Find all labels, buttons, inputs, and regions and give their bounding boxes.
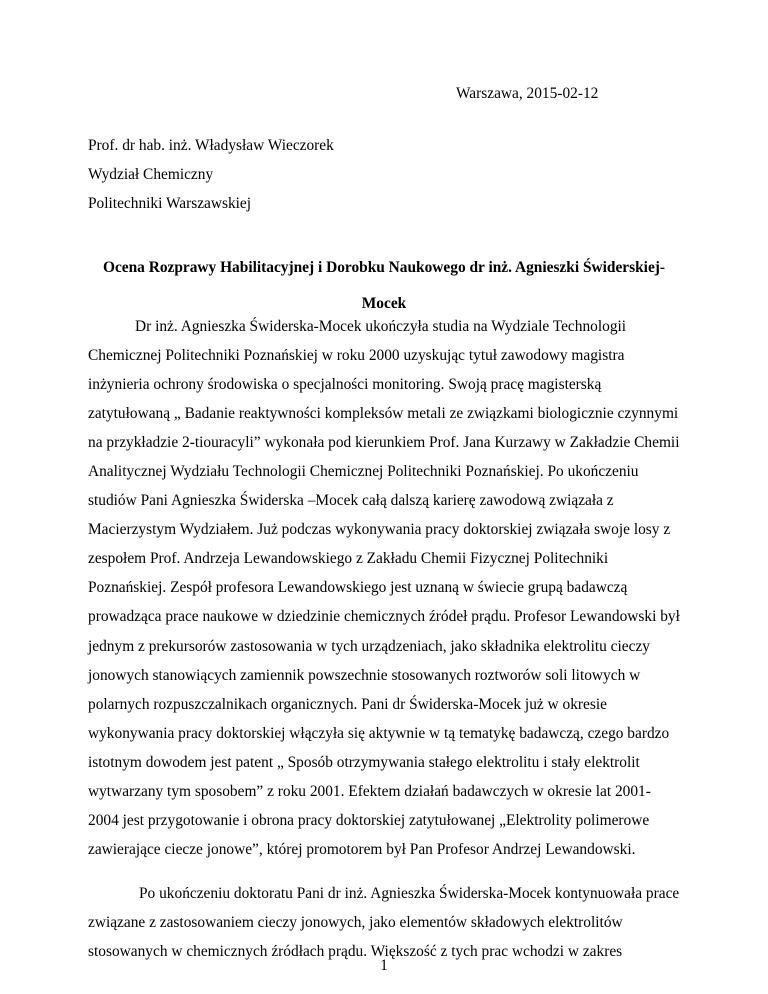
page-number: 1 xyxy=(380,957,388,974)
document-title: Ocena Rozprawy Habilitacyjnej i Dorobku Naukowego dr inż. Agnieszki Świderskiej-Mocek xyxy=(102,259,666,312)
body-paragraph-1: Dr inż. Agnieszka Świderska-Mocek ukończyła studia na Wydziale Technologii Chemicznej Politechniki Poznańskiej w roku 2000 uzyskując tytuł zawodowy magistra inżynieria ochrony środowiska o specjalności monitoring. Swoją pracę magisterską zatytułowaną „ Badanie reaktywności kompleksów metali ze związkami biologicznie czynnymi na przykładzie 2-tiouracyli” wykonała pod kierunkiem Prof. Jana Kurzawy w Zakładzie Chemii Analitycznej Wydziału Technologii Chemicznej Politechniki Poznańskiej. Po ukończeniu studiów Pani Agnieszka Świderska –Mocek całą dalszą karierę zawodową związała z Macierzystym Wydziałem. Już podczas wykonywania pracy doktorskiej związała swoje losy z zespołem Prof. Andrzeja Lewandowskiego z Zakładu Chemii Fizycznej Politechniki Poznańskiej. Zespół profesora Lewandowskiego jest uznaną w świecie grupą badawczą prowadząca prace naukowe w dziedzinie chemicznych źródeł prądu. Profesor Lewandowski był jednym z prekursorów zastosowania w tych urządzeniach, jako składnika elektrolitu cieczy jonowych stanowiących zamiennik powszechnie stosowanych roztworów soli litowych w polarnych rozpuszczalnikach organicznych. Pani dr Świderska-Mocek już w okresie wykonywania pracy doktorskiej włączyła się aktywnie w tą tematykę badawczą, czego bardzo istotnym dowodem jest patent „ Sposób otrzymywania stałego elektrolitu i stały elektrolit wytwarzany tym sposobem” z roku 2001. Efektem działań badawczych w okresie lat 2001-2004 jest przygotowanie i obrona pracy doktorskiej zatytułowanej „Elektrolity polimerowe zawierające ciecze jonowe”, której promotorem był Pan Profesor Andrzej Lewandowski. xyxy=(88,318,680,858)
document-body xyxy=(88,312,680,966)
body-paragraph-2: Po ukończeniu doktoratu Pani dr inż. Agnieszka Świderska-Mocek kontynuowała prace związane z zastosowaniem cieczy jonowych, jako elementów składowych elektrolitów stosowanych w chemicznych źródłach prądu. Większość z tych prac wchodzi w zakres xyxy=(88,884,680,960)
author-block xyxy=(88,131,334,218)
letter-date: Warszawa, 2015-02-12 xyxy=(456,85,599,102)
author-faculty: Wydział Chemiczny xyxy=(88,166,214,183)
author-university: Politechniki Warszawskiej xyxy=(88,195,252,212)
author-name: Prof. dr hab. inż. Władysław Wieczorek xyxy=(88,137,334,154)
